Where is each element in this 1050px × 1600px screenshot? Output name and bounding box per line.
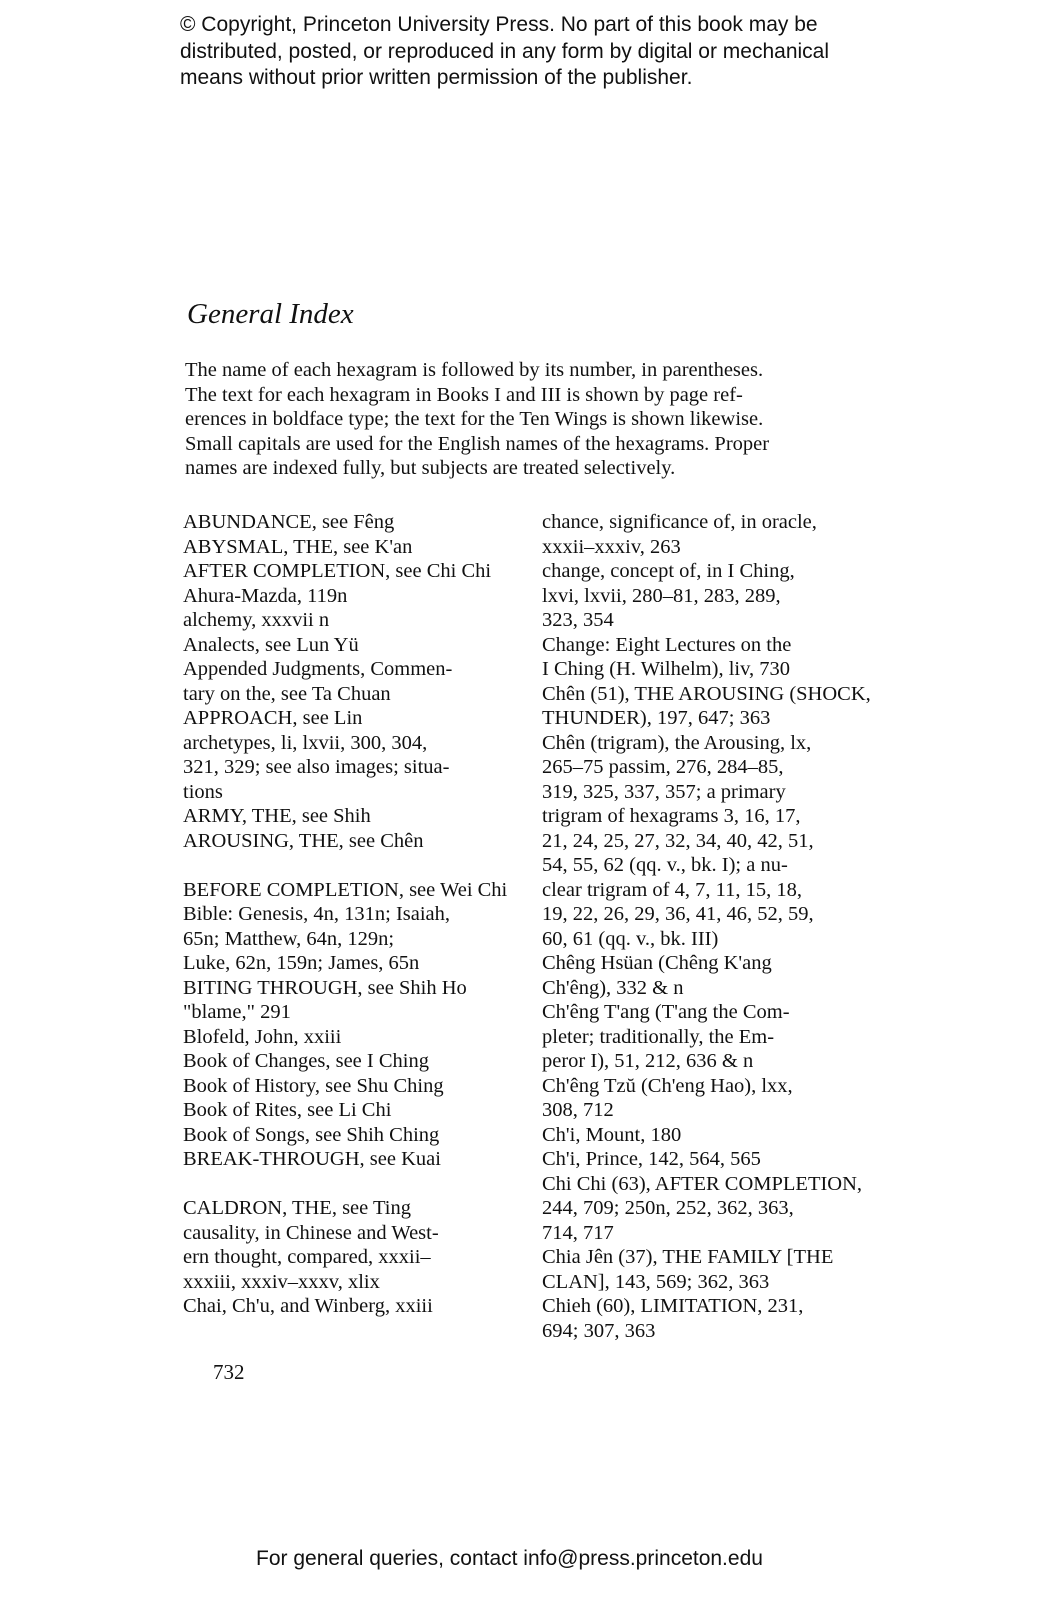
index-entry (183, 1098, 518, 1123)
copyright-line: distributed, posted, or reproduced in any form by digital or mechanical (180, 39, 830, 63)
index-entry-line: ABYSMAL, THE, see K'an (183, 535, 413, 558)
index-entry-line: Chên (trigram), the Arousing, lx, (542, 731, 812, 754)
index-entry-line: Chêng Hsüan (Chêng K'ang (542, 952, 772, 974)
index-entry (183, 829, 518, 854)
index-entry-line: tary on the, see Ta Chuan (183, 682, 391, 705)
index-entry-line: 19, 22, 26, 29, 36, 41, 46, 52, 59, (542, 903, 814, 925)
index-entry-line: Change: Eight Lectures on the (542, 633, 792, 656)
index-entry-line: Chieh (60), LIMITATION, 231, (542, 1295, 804, 1317)
index-entry (542, 510, 877, 559)
index-entry (542, 633, 877, 682)
index-entry (183, 878, 518, 903)
index-entry-line: AFTER COMPLETION, see Chi Chi (183, 560, 492, 582)
index-entry (183, 1294, 518, 1319)
index-entry (183, 559, 518, 584)
index-entry (542, 1000, 877, 1074)
intro-line: Small capitals are used for the English names of the hexagrams. Proper (185, 432, 770, 455)
index-entry (542, 682, 877, 731)
index-entry (183, 1123, 518, 1148)
index-entry-line: Blofeld, John, xxiii (183, 1025, 342, 1048)
index-entry (183, 633, 518, 658)
index-entry-line: Ahura-Mazda, 119n (183, 584, 348, 607)
copyright-line: © Copyright, Princeton University Press. No part of this book may be (180, 13, 818, 36)
index-entry-line: 244, 709; 250n, 252, 362, 363, (542, 1197, 794, 1219)
index-entry-line: Chên (51), THE AROUSING (SHOCK, (542, 682, 871, 705)
index-entry-line: causality, in Chinese and West- (183, 1221, 439, 1244)
index-entry (183, 1147, 518, 1172)
index-entry (183, 731, 518, 805)
index-entry (542, 1172, 877, 1246)
index-entry (542, 1245, 877, 1294)
index-column-right (542, 510, 877, 1343)
index-entry-line: Chi Chi (63), AFTER COMPLETION, (542, 1172, 863, 1195)
index-entry-line: BREAK-THROUGH, see Kuai (183, 1148, 441, 1170)
index-entry (542, 951, 877, 1000)
index-entry (183, 804, 518, 829)
index-entry-line: BEFORE COMPLETION, see Wei Chi (183, 878, 508, 901)
index-entry (183, 976, 518, 1001)
index-entry (542, 1147, 877, 1172)
footer-contact: For general queries, contact info@press.princeton.edu (256, 1547, 763, 1570)
copyright-notice (180, 12, 940, 92)
index-entry-line: change, concept of, in I Ching, (542, 560, 795, 582)
index-entry-line: CALDRON, THE, see Ting (183, 1197, 411, 1219)
page-title: General Index (187, 298, 354, 330)
index-entry-line: Book of Rites, see Li Chi (183, 1099, 392, 1121)
section-gap (183, 853, 518, 878)
index-entry (183, 902, 518, 976)
intro-line: The text for each hexagram in Books I and III is shown by page ref- (185, 383, 743, 406)
index-entry-line: Ch'i, Prince, 142, 564, 565 (542, 1148, 761, 1170)
index-entry-line: ARMY, THE, see Shih (183, 805, 371, 827)
index-entry (183, 608, 518, 633)
index-entry-line: peror I), 51, 212, 636 & n (542, 1050, 754, 1072)
index-entry-line: chance, significance of, in oracle, (542, 511, 817, 533)
index-entry (183, 1000, 518, 1025)
page-number: 732 (213, 1360, 245, 1384)
index-entry-line: Analects, see Lun Yü (183, 633, 359, 656)
index-entry (542, 1074, 877, 1123)
index-entry (183, 657, 518, 706)
copyright-line: means without prior written permission of the publisher. (180, 66, 693, 89)
index-entry-line: Ch'i, Mount, 180 (542, 1123, 682, 1146)
intro-line: erences in boldface type; the text for the Ten Wings is shown likewise. (185, 408, 764, 430)
index-entry-line: 54, 55, 62 (qq. v., bk. I); a nu- (542, 854, 788, 876)
index-entry-line: alchemy, xxxvii n (183, 609, 330, 631)
index-entry-line: 265–75 passim, 276, 284–85, (542, 756, 784, 778)
index-entry (542, 731, 877, 952)
index-entry-line: I Ching (H. Wilhelm), liv, 730 (542, 658, 791, 680)
index-entry-line: trigram of hexagrams 3, 16, 17, (542, 805, 801, 827)
index-entry-line: lxvi, lxvii, 280–81, 283, 289, (542, 584, 781, 607)
index-entry-line: Luke, 62n, 159n; James, 65n (183, 952, 420, 974)
index-entry (183, 1025, 518, 1050)
index-entry (183, 1196, 518, 1221)
index-entry-line: 60, 61 (qq. v., bk. III) (542, 927, 719, 950)
intro-line: names are indexed fully, but subjects are treated selectively. (185, 457, 676, 479)
index-entry-line: ABUNDANCE, see Fêng (183, 511, 395, 533)
index-entry-line: Chai, Ch'u, and Winberg, xxiii (183, 1295, 433, 1317)
index-entry-line: Ch'êng T'ang (T'ang the Com- (542, 1001, 790, 1023)
intro-line: The name of each hexagram is followed by its number, in parentheses. (185, 359, 764, 381)
index-entry-line: 65n; Matthew, 64n, 129n; (183, 927, 395, 950)
index-entry-line: 308, 712 (542, 1099, 614, 1121)
index-entry-line: APPROACH, see Lin (183, 707, 363, 729)
index-column-left (183, 510, 518, 1319)
index-entry (183, 510, 518, 535)
index-entry (183, 706, 518, 731)
index-entry-line: Book of Changes, see I Ching (183, 1050, 429, 1072)
index-entry-line: Ch'êng Tzŭ (Ch'eng Hao), lxx, (542, 1074, 793, 1097)
index-entry (183, 1221, 518, 1295)
index-entry-line: Appended Judgments, Commen- (183, 658, 453, 680)
index-entry (542, 559, 877, 633)
index-entry (183, 1074, 518, 1099)
index-entry-line: 323, 354 (542, 609, 614, 631)
index-entry-line: AROUSING, THE, see Chên (183, 829, 424, 852)
index-entry-line: "blame," 291 (183, 1001, 291, 1023)
index-entry-line: 694; 307, 363 (542, 1319, 656, 1342)
index-entry (542, 1123, 877, 1148)
index-entry (183, 535, 518, 560)
index-entry (542, 1294, 877, 1343)
section-gap (183, 1172, 518, 1197)
index-entry-line: xxxiii, xxxiv–xxxv, xlix (183, 1270, 380, 1293)
index-entry-line: THUNDER), 197, 647; 363 (542, 707, 771, 729)
index-entry-line: CLAN], 143, 569; 362, 363 (542, 1270, 770, 1293)
index-entry (183, 1049, 518, 1074)
index-entry-line: Book of History, see Shu Ching (183, 1074, 444, 1097)
index-entry-line: xxxii–xxxiv, 263 (542, 535, 681, 558)
index-entry-line: tions (183, 780, 223, 803)
index-entry-line: 714, 717 (542, 1221, 614, 1244)
index-entry-line: Ch'êng), 332 & n (542, 976, 684, 999)
index-entry-line: Bible: Genesis, 4n, 131n; Isaiah, (183, 903, 451, 925)
index-entry-line: 21, 24, 25, 27, 32, 34, 40, 42, 51, (542, 829, 814, 852)
index-entry-line: Book of Songs, see Shih Ching (183, 1123, 440, 1146)
index-entry-line: clear trigram of 4, 7, 11, 15, 18, (542, 878, 802, 901)
index-entry-line: ern thought, compared, xxxii– (183, 1246, 431, 1268)
index-entry-line: Chia Jên (37), THE FAMILY [THE (542, 1246, 834, 1268)
index-entry-line: pleter; traditionally, the Em- (542, 1025, 775, 1048)
index-entry-line: 321, 329; see also images; situa- (183, 756, 450, 778)
index-entry (183, 584, 518, 609)
intro-paragraph (185, 358, 885, 481)
index-entry-line: BITING THROUGH, see Shih Ho (183, 976, 467, 999)
index-entry-line: archetypes, li, lxvii, 300, 304, (183, 731, 428, 754)
index-entry-line: 319, 325, 337, 357; a primary (542, 780, 786, 803)
